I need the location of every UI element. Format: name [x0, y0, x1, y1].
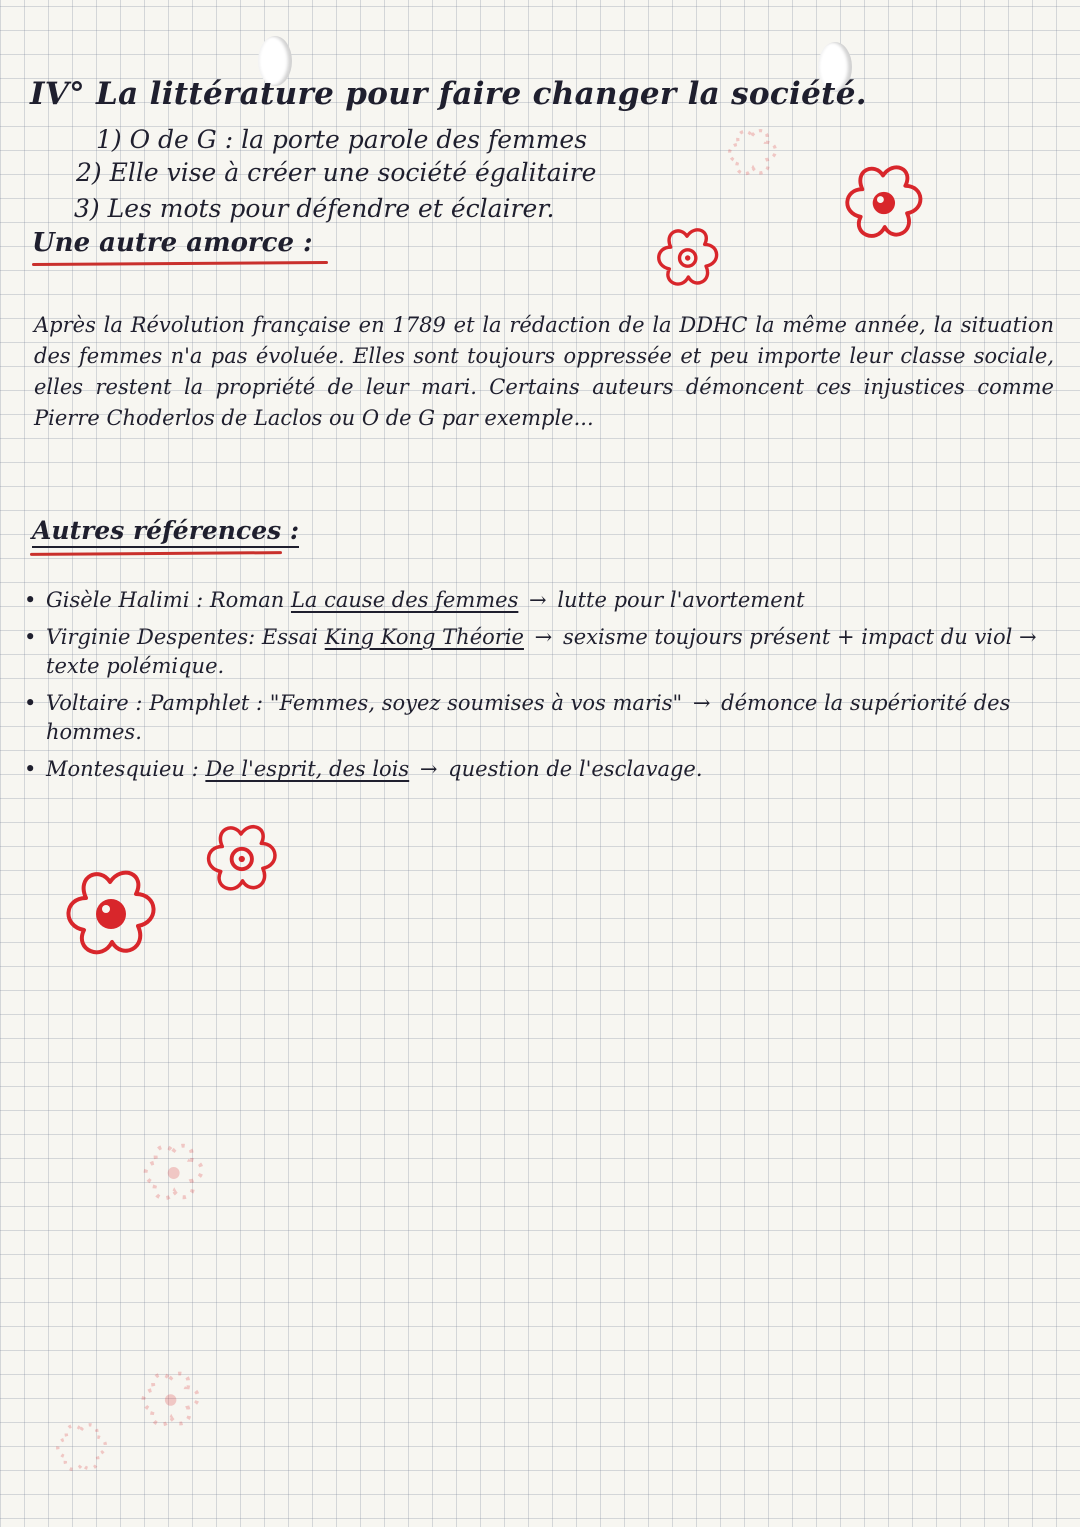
section-title: IV° La littérature pour faire changer la société. [30, 76, 867, 112]
flower-icon [838, 160, 928, 246]
plan-item-1: 1) O de G : la porte parole des femmes [96, 125, 588, 154]
reference-author: Virginie Despentes: [46, 625, 256, 649]
reference-work: "Femmes, soyez soumises à vos maris" [269, 691, 683, 715]
references-title-text: Autres références : [32, 516, 299, 548]
flower-icon [140, 1140, 206, 1206]
reference-item-despentes [24, 623, 1064, 681]
amorce-title: Une autre amorce : [32, 228, 313, 258]
amorce-title-underline [32, 261, 328, 266]
bullet: • [24, 691, 37, 715]
reference-author: Voltaire : [46, 691, 143, 715]
flower-icon [652, 224, 722, 292]
reference-item-voltaire [24, 689, 1064, 747]
arrow-icon: → [692, 691, 711, 715]
flower-icon [58, 864, 162, 964]
reference-author: Montesquieu : [46, 757, 199, 781]
flower-icon [200, 820, 282, 898]
references-title [32, 516, 299, 545]
amorce-paragraph: Après la Révolution française en 1789 et la rédaction de la DDHC la même année, la situation des femmes n'a pas évoluée. Elles sont toujours oppressée et peu importe leur classe sociale, elles restent la propriété de leur mari. Certains auteurs démoncent ces injustices comme Pierre Choderlos de Laclos ou O de G par exemple... [34, 313, 1054, 430]
references-list [24, 586, 1064, 792]
reference-note: sexisme toujours présent + impact du viol → texte polémique. [46, 625, 1037, 678]
reference-type: Pamphlet : [149, 691, 264, 715]
reference-author: Gisèle Halimi : [46, 588, 204, 612]
reference-type: Essai [261, 625, 319, 649]
reference-work: King Kong Théorie [324, 625, 524, 649]
reference-note: démonce la supériorité des hommes. [46, 691, 1011, 744]
bullet: • [24, 588, 37, 612]
reference-work: De l'esprit, des lois [205, 757, 410, 781]
flower-icon [724, 126, 780, 180]
reference-type: Roman [209, 588, 285, 612]
arrow-icon: → [534, 625, 553, 649]
reference-note: question de l'esclavage. [448, 757, 703, 781]
reference-item-montesquieu [24, 755, 1064, 784]
arrow-icon: → [529, 588, 547, 612]
reference-note: lutte pour l'avortement [557, 588, 805, 612]
bullet: • [24, 625, 37, 649]
flower-icon [138, 1368, 202, 1432]
arrow-icon: → [419, 757, 438, 781]
reference-work: La cause des femmes [290, 588, 519, 612]
plan-item-2: 2) Elle vise à créer une société égalitaire [76, 158, 597, 187]
references-title-underline [30, 551, 282, 556]
reference-item-halimi [24, 586, 1064, 615]
flower-icon [52, 1420, 110, 1476]
bullet: • [24, 757, 37, 781]
plan-item-3: 3) Les mots pour défendre et éclairer. [74, 194, 555, 223]
